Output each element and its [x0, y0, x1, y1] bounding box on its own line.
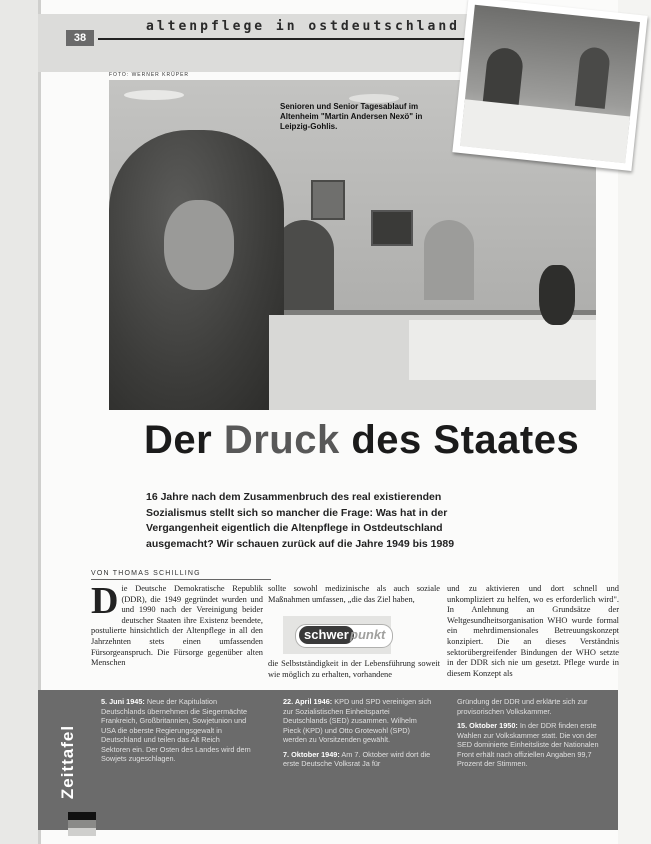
- timeline-text: KPD und SPD vereinigen sich zur Sozialistischen Einheitspartei Deutschlands (SED) zusammen. Wilhelm Pieck (KPD) und Otto Grotewohl (SPD) werden zu Vorsitzenden gewählt.: [283, 697, 432, 744]
- page-spine: [0, 0, 38, 844]
- article-text: sollte sowohl medizinische als auch soziale Maßnahmen umfassen, „die das Ziel haben,: [268, 584, 440, 604]
- timeline-entry: [457, 721, 607, 769]
- timeline-date: 22. April 1946:: [283, 697, 333, 706]
- byline: VON THOMAS SCHILLING: [91, 570, 201, 577]
- article-text: ie Deutsche Demokratische Republik (DDR), die 1949 gegründet wurden und und 1990 nach der Vereinigung beider deutscher Staaten ihre Existenz beendete, postulierte hinsichtlich der Altenpflege in all den Jahrzehnten stets einen umfassenden Fürsorgeanspruch. Die Fürsorge gegenüber alten Menschen: [91, 584, 263, 668]
- plush-toy: [539, 265, 575, 325]
- inset-photo-image: [460, 5, 640, 164]
- timeline-text: Am 7. Oktober wird dort die erste Deutsche Volksrat Ja für: [283, 749, 431, 768]
- drop-cap: D: [91, 580, 119, 622]
- headline-word: Der: [144, 418, 213, 462]
- headline: [144, 418, 579, 463]
- ceiling-lamp: [124, 90, 184, 100]
- timeline-text: Gründung der DDR und erklärte sich zur provisorischen Volkskammer.: [457, 697, 588, 716]
- headline-word: des Staates: [351, 418, 580, 462]
- timeline-entry: [457, 697, 607, 716]
- timeline-text: In der DDR finden erste Wahlen zur Volkskammer statt. Die von der SED dominierte Einheitsliste der Nationalen Front erhält nach offiziellen Angaben 99,7 Prozent der Stimmen.: [457, 721, 599, 768]
- timeline-date: 7. Oktober 1949:: [283, 749, 340, 759]
- inset-photo: [452, 0, 647, 171]
- elderly-woman: [109, 130, 284, 410]
- article-text: und zu aktivieren und dort schnell und unkompliziert zu helfen, wo es erforderlich wird". In Anlehnung an Grundsätze der Weltgesundheitsorganisation WHO wurde formal ein mehrdimensionales Betreuungskonzept konzipiert. Die an dieses Verständnis sektorübergreifender Bindungen der WHO setzte in der DDR sich nie um gesetzt. Pflege wurde in diesem Konzept als: [447, 584, 619, 678]
- inset-person: [575, 46, 611, 109]
- background-person: [424, 220, 474, 300]
- television: [371, 210, 413, 246]
- timeline-date: 5. Juni 1945:: [101, 697, 145, 706]
- headline-word-highlight: Druck: [223, 418, 340, 462]
- timeline-entry: [283, 697, 433, 745]
- timeline-entry: [283, 750, 433, 769]
- photo-credit: FOTO: WERNER KRÜPER: [109, 72, 190, 78]
- logo-word-punkt: punkt: [350, 627, 386, 642]
- timeline-column-3: [457, 697, 607, 774]
- logo-word-schwer: schwer: [299, 626, 354, 644]
- lede: 16 Jahre nach dem Zusammenbruch des real existierenden Sozialismus stellt sich so mancher die Frage: Was hat in der Vergangenheit eigentlich die Altenpflege in Ostdeutschland ausgemacht? Wir schauen zurück auf die Jahre 1949 bis 1989: [146, 491, 455, 550]
- timeline-date: 15. Oktober 1950:: [457, 721, 518, 730]
- page-number: 38: [66, 30, 94, 46]
- article-text: die Selbstständigkeit in der Lebensführung soweit wie möglich zu erhalten, vorhandene: [268, 659, 440, 679]
- wall-picture: [311, 180, 345, 220]
- tablecloth: [409, 320, 596, 380]
- byline-rule: [91, 579, 271, 580]
- timeline-text: Neue der Kapitulation Deutschlands übernehmen die Siegermächte Frankreich, Großbritannien, Sowjetunion und USA die oberste Regierungsgewalt in Deutschland und teilen das Alt Reich Sektoren ein. Der Osten des Landes wird dem Sowjets zugeschlagen.: [101, 697, 251, 763]
- article-column-1: [91, 580, 263, 669]
- timeline-entry: [101, 697, 251, 764]
- timeline-column-2: [283, 697, 433, 774]
- section-title: altenpflege in ostdeutschland: [146, 19, 460, 34]
- timeline-label: Zeittafel: [58, 724, 77, 800]
- article-column-3: [447, 584, 619, 679]
- face: [164, 200, 234, 290]
- header-rule: [98, 38, 488, 40]
- photo-caption: Senioren und Senior Tagesablauf im Altenheim "Martin Andersen Nexö" in Leipzig-Gohlis.: [280, 102, 423, 131]
- timeline-column-1: [101, 697, 251, 769]
- german-flag-icon: [68, 812, 96, 836]
